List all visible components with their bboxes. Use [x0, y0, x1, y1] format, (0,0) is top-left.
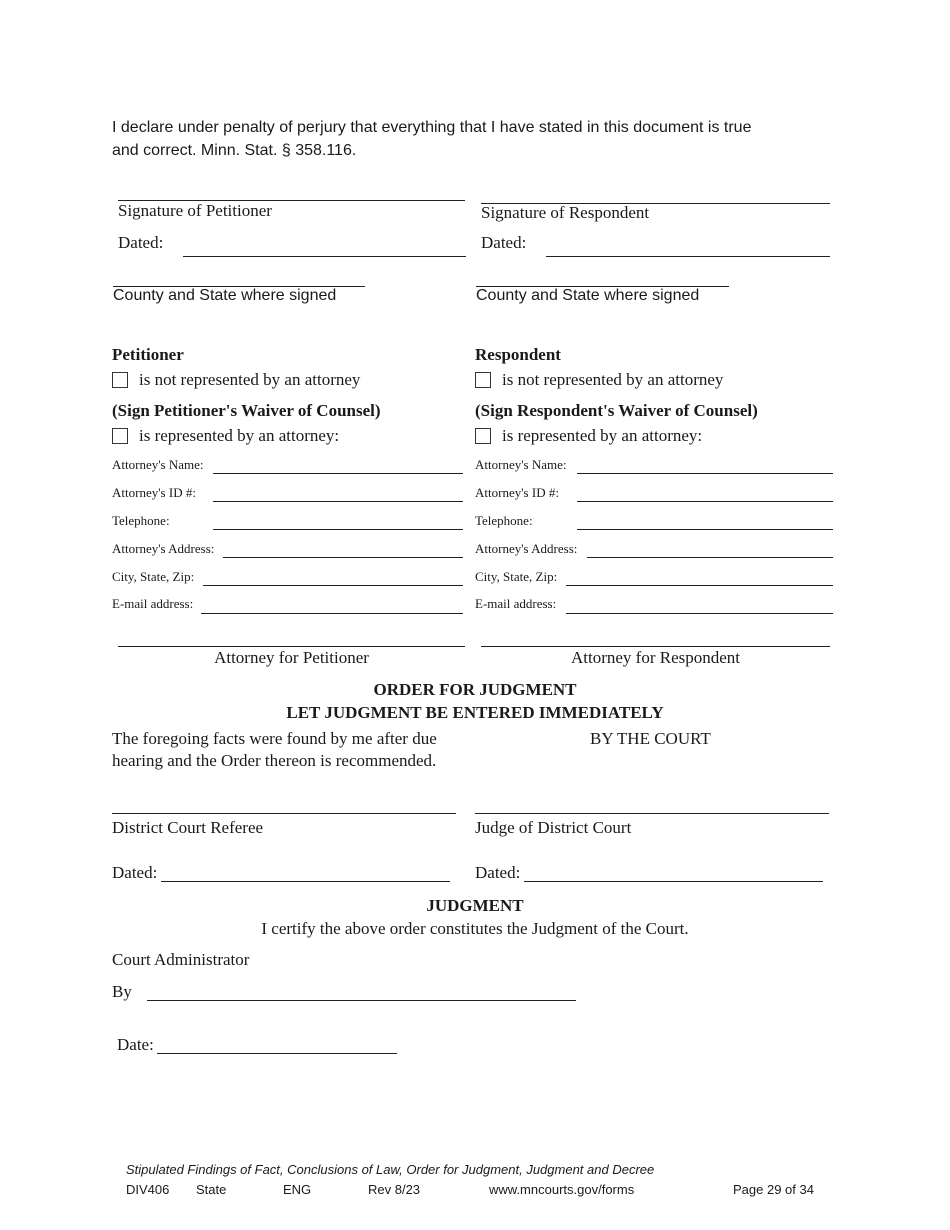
respondent-county-label: County and State where signed: [476, 287, 700, 304]
order-text-line-1: The foregoing facts were found by me after due: [112, 729, 437, 748]
attorney-for-respondent-line[interactable]: [481, 646, 830, 647]
judge-dated-line[interactable]: [524, 881, 823, 882]
referee-label: District Court Referee: [112, 818, 264, 837]
declaration-line-2: and correct. Minn. Stat. § 358.116.: [112, 142, 357, 159]
attorney-for-petitioner-label: Attorney for Petitioner: [214, 648, 369, 667]
respondent-city-label: City, State, Zip:: [475, 569, 558, 584]
petitioner-telephone-field[interactable]: [213, 529, 463, 530]
respondent-city-field[interactable]: [566, 585, 833, 586]
date-label: Date:: [117, 1035, 154, 1054]
petitioner-attorney-id-field[interactable]: [213, 501, 463, 502]
petitioner-not-represented-checkbox[interactable]: [112, 372, 128, 388]
petitioner-waiver-label: (Sign Petitioner's Waiver of Counsel): [112, 401, 381, 420]
respondent-not-represented-label: is not represented by an attorney: [502, 370, 724, 389]
petitioner-attorney-name-label: Attorney's Name:: [112, 457, 204, 472]
judge-label: Judge of District Court: [475, 818, 632, 837]
respondent-waiver-label: (Sign Respondent's Waiver of Counsel): [475, 401, 758, 420]
respondent-email-field[interactable]: [566, 613, 833, 614]
petitioner-email-field[interactable]: [201, 613, 463, 614]
judgment-certify-text: I certify the above order constitutes the Judgment of the Court.: [261, 919, 689, 938]
respondent-attorney-name-label: Attorney's Name:: [475, 457, 567, 472]
by-label: By: [112, 982, 132, 1001]
respondent-address-label: Attorney's Address:: [475, 541, 578, 556]
respondent-dated-label: Dated:: [481, 233, 527, 252]
date-line[interactable]: [157, 1053, 397, 1054]
petitioner-represented-label: is represented by an attorney:: [139, 426, 340, 445]
petitioner-city-label: City, State, Zip:: [112, 569, 195, 584]
respondent-attorney-id-field[interactable]: [577, 501, 833, 502]
footer-page-number: Page 29 of 34: [733, 1182, 814, 1197]
respondent-attorney-name-field[interactable]: [577, 473, 833, 474]
referee-dated-label: Dated:: [112, 863, 158, 882]
declaration-line-1: I declare under penalty of perjury that everything that I have stated in this document is true: [112, 119, 752, 136]
respondent-represented-checkbox[interactable]: [475, 428, 491, 444]
order-text-line-2: hearing and the Order thereon is recommended.: [112, 751, 437, 770]
by-the-court-label: BY THE COURT: [590, 729, 711, 748]
footer-state: State: [196, 1182, 227, 1197]
judgment-title: JUDGMENT: [426, 896, 524, 915]
petitioner-attorney-name-field[interactable]: [213, 473, 463, 474]
respondent-signature-label: Signature of Respondent: [481, 203, 650, 222]
petitioner-city-field[interactable]: [203, 585, 463, 586]
attorney-for-respondent-label: Attorney for Respondent: [570, 648, 741, 667]
order-subtitle: LET JUDGMENT BE ENTERED IMMEDIATELY: [286, 703, 664, 722]
order-title: ORDER FOR JUDGMENT: [373, 680, 577, 699]
respondent-telephone-label: Telephone:: [475, 513, 533, 528]
respondent-not-represented-checkbox[interactable]: [475, 372, 491, 388]
judge-signature-line[interactable]: [475, 813, 829, 814]
petitioner-address-label: Attorney's Address:: [112, 541, 215, 556]
by-signature-line[interactable]: [147, 1000, 576, 1001]
respondent-address-field[interactable]: [587, 557, 833, 558]
respondent-dated-line[interactable]: [546, 256, 830, 257]
petitioner-dated-label: Dated:: [118, 233, 164, 252]
petitioner-heading: Petitioner: [112, 345, 184, 364]
respondent-email-label: E-mail address:: [475, 596, 557, 611]
footer-revision: Rev 8/23: [368, 1182, 421, 1197]
respondent-heading: Respondent: [475, 345, 561, 364]
petitioner-signature-label: Signature of Petitioner: [118, 201, 272, 220]
attorney-for-petitioner-line[interactable]: [118, 646, 465, 647]
footer-form-number: DIV406: [126, 1182, 170, 1197]
petitioner-represented-checkbox[interactable]: [112, 428, 128, 444]
referee-signature-line[interactable]: [112, 813, 456, 814]
petitioner-dated-line[interactable]: [183, 256, 466, 257]
footer-url: www.mncourts.gov/forms: [489, 1182, 635, 1197]
petitioner-address-field[interactable]: [223, 557, 463, 558]
petitioner-county-label: County and State where signed: [113, 287, 337, 304]
footer-language: ENG: [283, 1182, 312, 1197]
petitioner-attorney-id-label: Attorney's ID #:: [112, 485, 196, 500]
petitioner-email-label: E-mail address:: [112, 596, 194, 611]
respondent-represented-label: is represented by an attorney:: [502, 426, 703, 445]
respondent-telephone-field[interactable]: [577, 529, 833, 530]
judge-dated-label: Dated:: [475, 863, 521, 882]
respondent-attorney-id-label: Attorney's ID #:: [475, 485, 559, 500]
footer-form-title: Stipulated Findings of Fact, Conclusions of Law, Order for Judgment, Judgment and Decree: [126, 1162, 655, 1177]
referee-dated-line[interactable]: [161, 881, 450, 882]
petitioner-telephone-label: Telephone:: [112, 513, 170, 528]
petitioner-not-represented-label: is not represented by an attorney: [139, 370, 361, 389]
court-administrator-label: Court Administrator: [112, 950, 250, 969]
